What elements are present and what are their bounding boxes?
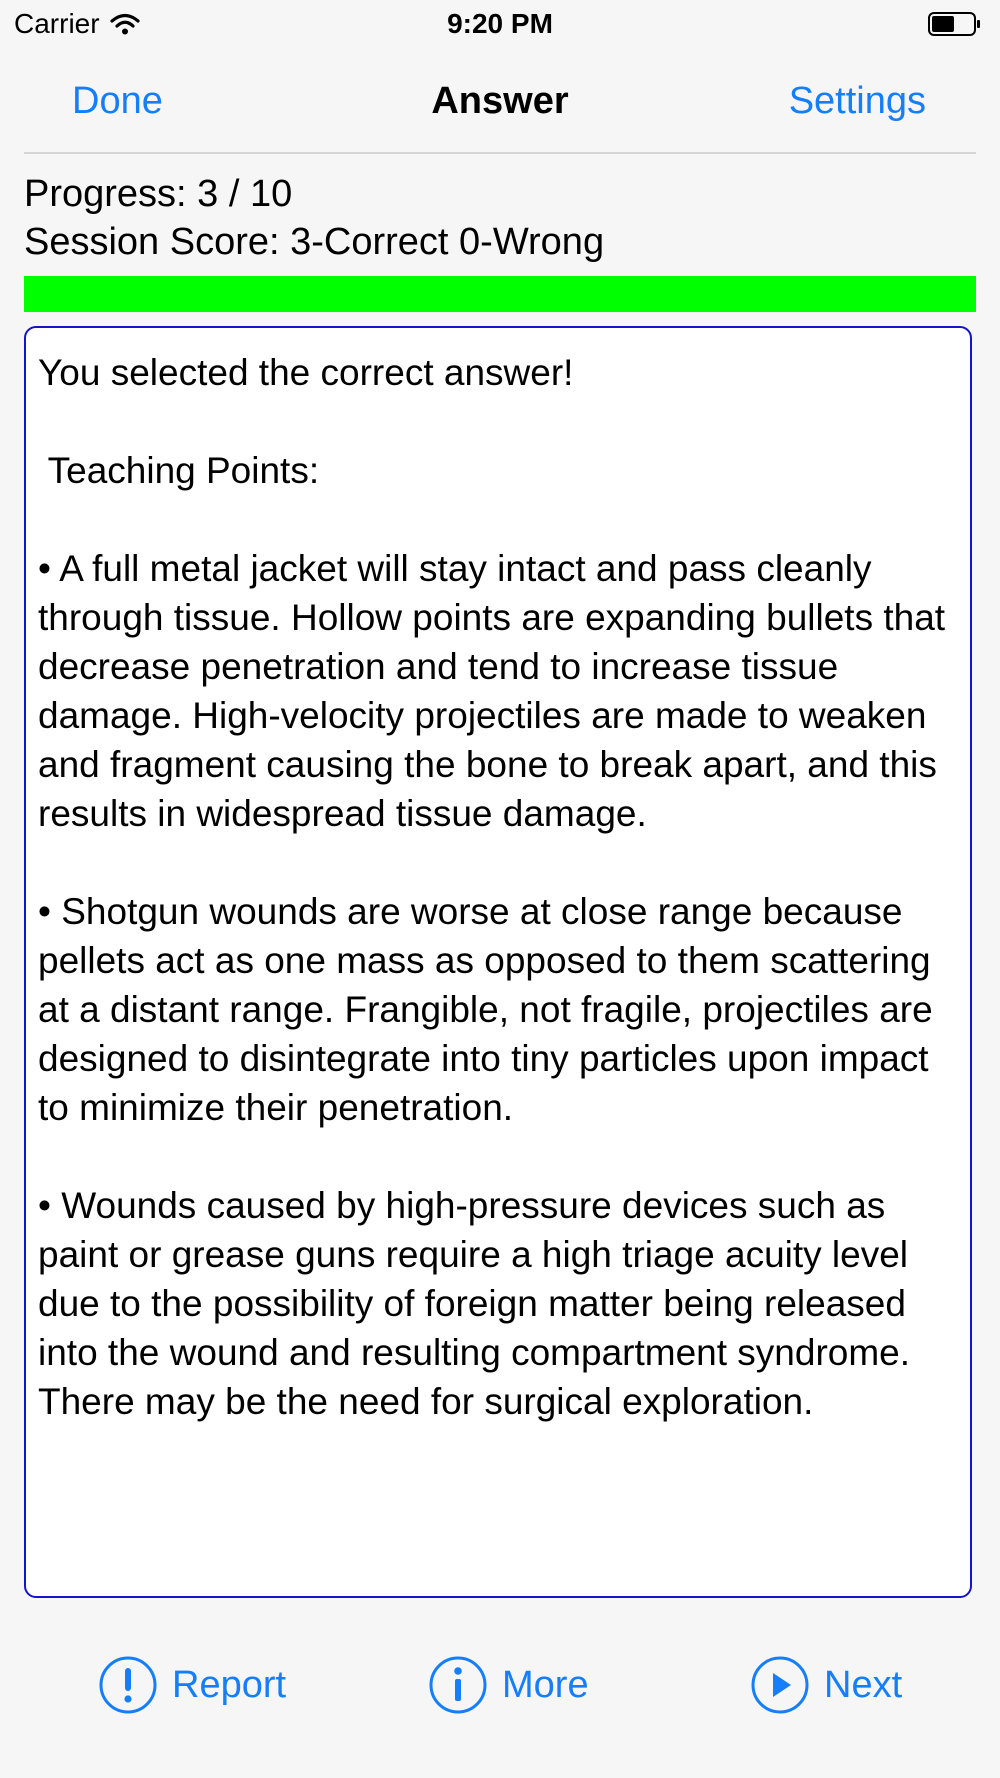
carrier-label: Carrier xyxy=(14,8,100,39)
progress-bar xyxy=(24,276,976,312)
teaching-point: • A full metal jacket will stay intact and pass cleanly through tissue. Hollow points are expanding bullets that decrease penetration and tend to increase tissue damage. High-velocity projectiles are made to weaken and fragment causing the bone to break apart, and this results in widespread tissue damage. xyxy=(38,548,946,834)
spacer xyxy=(38,1132,958,1181)
answer-result: You selected the correct answer! xyxy=(38,352,574,393)
spacer xyxy=(38,397,958,446)
battery-icon xyxy=(928,12,982,36)
status-bar xyxy=(0,0,1000,50)
next-button[interactable] xyxy=(750,1640,902,1730)
done-button[interactable]: Done xyxy=(72,80,163,122)
navigation-bar xyxy=(0,52,1000,152)
page-title: Answer xyxy=(431,80,569,122)
report-label: Report xyxy=(172,1663,287,1706)
answer-text-box[interactable] xyxy=(24,326,972,1598)
play-circle-icon xyxy=(750,1655,810,1715)
progress-bar-fill xyxy=(24,276,976,312)
exclamation-circle-icon xyxy=(98,1655,158,1715)
status-time: 9:20 PM xyxy=(447,8,553,39)
spacer xyxy=(38,495,958,544)
teaching-point: • Wounds caused by high-pressure devices such as paint or grease guns require a high triage acuity level due to the possibility of foreign matter being released into the wound and resulting compartment syndrome. There may be the need for surgical exploration. xyxy=(38,1185,911,1422)
nav-divider xyxy=(24,152,976,154)
settings-button[interactable]: Settings xyxy=(788,80,926,122)
bottom-toolbar xyxy=(0,1640,1000,1730)
spacer xyxy=(38,838,958,887)
teaching-points-heading: Teaching Points: xyxy=(38,450,320,491)
next-label: Next xyxy=(824,1663,903,1706)
progress-label: Progress: 3 / 10 xyxy=(24,173,293,215)
info-circle-icon xyxy=(428,1655,488,1715)
more-label: More xyxy=(502,1663,589,1706)
teaching-point: • Shotgun wounds are worse at close range because pellets act as one mass as opposed to them scattering at a distant range. Frangible, not fragile, projectiles are designed to disintegrate into tiny particles upon impact to minimize their penetration. xyxy=(38,891,933,1128)
more-button[interactable] xyxy=(428,1640,589,1730)
session-score-label: Session Score: 3-Correct 0-Wrong xyxy=(24,221,605,263)
report-button[interactable] xyxy=(98,1640,286,1730)
